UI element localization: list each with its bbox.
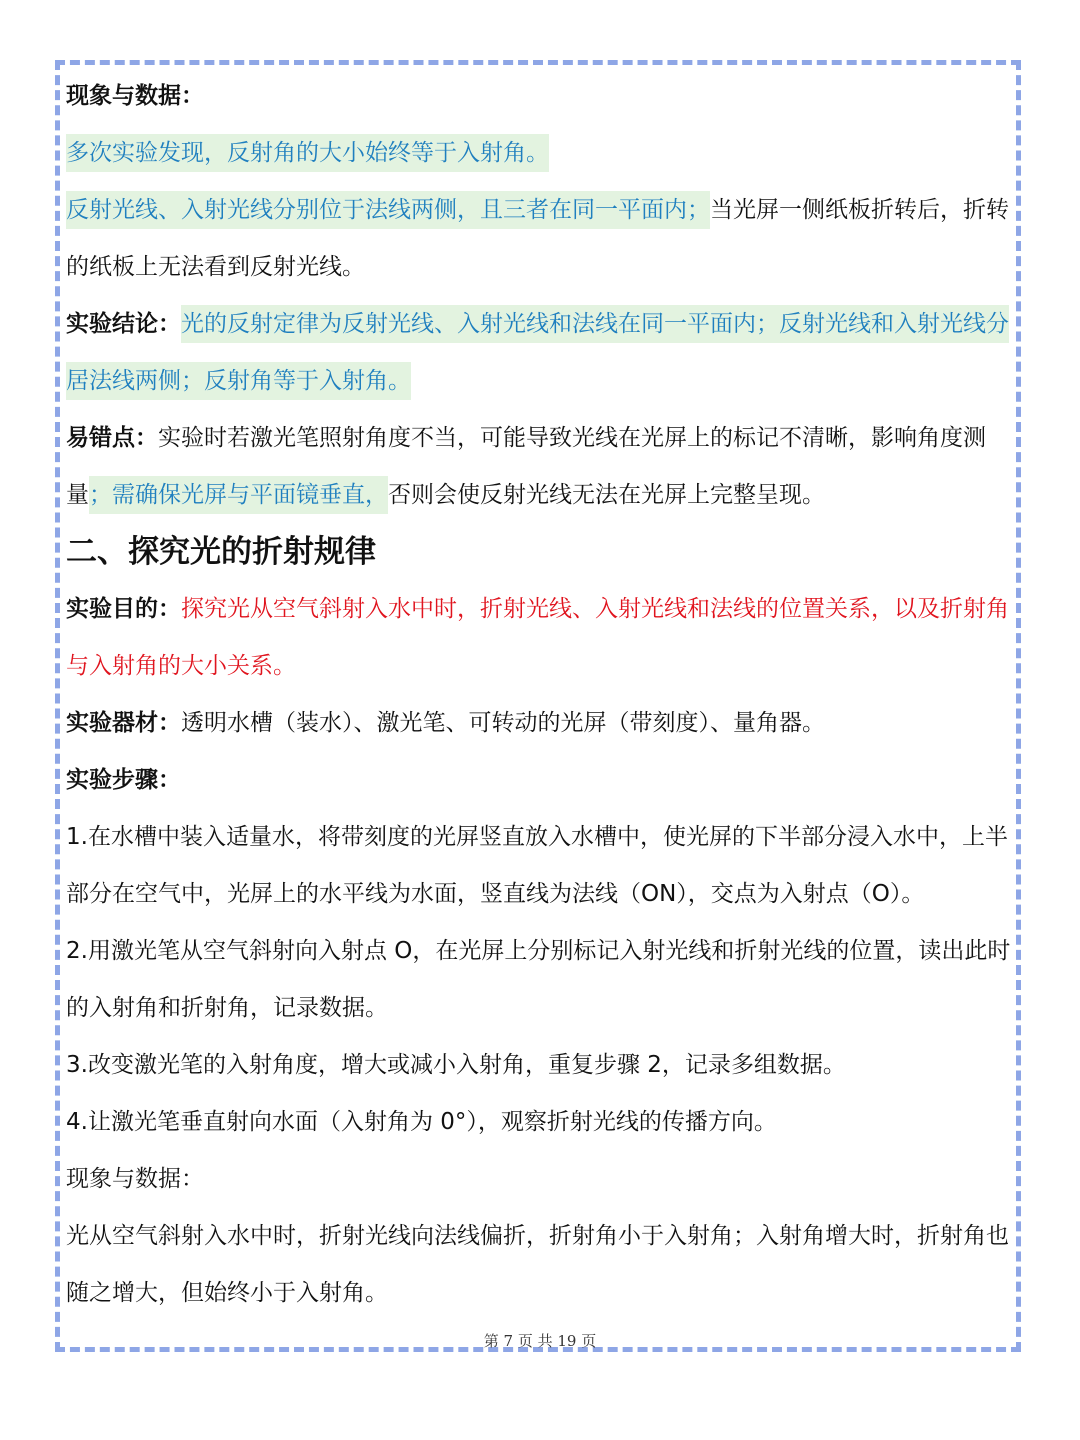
page-number-footer: 第 7 页 共 19 页 <box>483 1332 597 1350</box>
document-body <box>66 68 1018 1322</box>
purpose-label: 实验目的： <box>66 596 181 622</box>
step-2: 2.用激光笔从空气斜射向入射点 O，在光屏上分别标记入射光线和折射光线的位置，读出此时的入射角和折射角，记录数据。 <box>66 938 1011 1021</box>
error-text-1: 实验时若激光笔照射角度不当，可能导致光线在光屏上的标记不清晰，影响角度测量 <box>66 425 986 508</box>
purpose-paragraph <box>66 581 1018 695</box>
equipment-text: 透明水槽（装水）、激光笔、可转动的光屏（带刻度）、量角器。 <box>181 710 825 736</box>
equipment-label: 实验器材： <box>66 710 181 736</box>
error-paragraph <box>66 410 1018 524</box>
phenomena-text-highlight: 多次实验发现，反射角的大小始终等于入射角。 <box>66 134 549 172</box>
conclusion-text: 光的反射定律为反射光线、入射光线和法线在同一平面内；反射光线和入射光线分居法线两侧；反射角等于入射角。 <box>66 305 1009 400</box>
section-heading: 二、探究光的折射规律 <box>66 534 376 570</box>
equipment-paragraph <box>66 695 1018 752</box>
conclusion-label: 实验结论： <box>66 311 181 337</box>
conclusion-paragraph <box>66 296 1018 410</box>
step-1: 1.在水槽中装入适量水，将带刻度的光屏竖直放入水槽中，使光屏的下半部分浸入水中，上半部分在空气中，光屏上的水平线为水面，竖直线为法线（ON），交点为入射点（O）。 <box>66 824 1008 907</box>
error-text-highlight: ；需确保光屏与平面镜垂直， <box>89 476 388 514</box>
steps-label: 实验步骤： <box>66 767 181 793</box>
phenomena-line-2-highlight: 反射光线、入射光线分别位于法线两侧，且三者在同一平面内； <box>66 191 710 229</box>
phenomena-line-2-rest: 当光屏一侧纸板折转后，折转的纸板上无法看到反射光线。 <box>66 197 1009 280</box>
phenomena-label: 现象与数据： <box>66 83 204 109</box>
phenomena-2-label: 现象与数据： <box>66 1166 204 1192</box>
phenomena-line-2 <box>66 182 1018 296</box>
error-text-2: 否则会使反射光线无法在光屏上完整呈现。 <box>388 482 825 508</box>
purpose-text: 探究光从空气斜射入水中时，折射光线、入射光线和法线的位置关系，以及折射角与入射角的大小关系。 <box>66 596 1009 679</box>
step-4: 4.让激光笔垂直射向水面（入射角为 0°），观察折射光线的传播方向。 <box>66 1109 777 1135</box>
phenomena-line-1 <box>66 125 1018 182</box>
error-label: 易错点： <box>66 425 158 451</box>
phenomena-2-text: 光从空气斜射入水中时，折射光线向法线偏折，折射角小于入射角；入射角增大时，折射角也随之增大，但始终小于入射角。 <box>66 1223 1009 1306</box>
step-3: 3.改变激光笔的入射角度，增大或减小入射角，重复步骤 2，记录多组数据。 <box>66 1052 846 1078</box>
